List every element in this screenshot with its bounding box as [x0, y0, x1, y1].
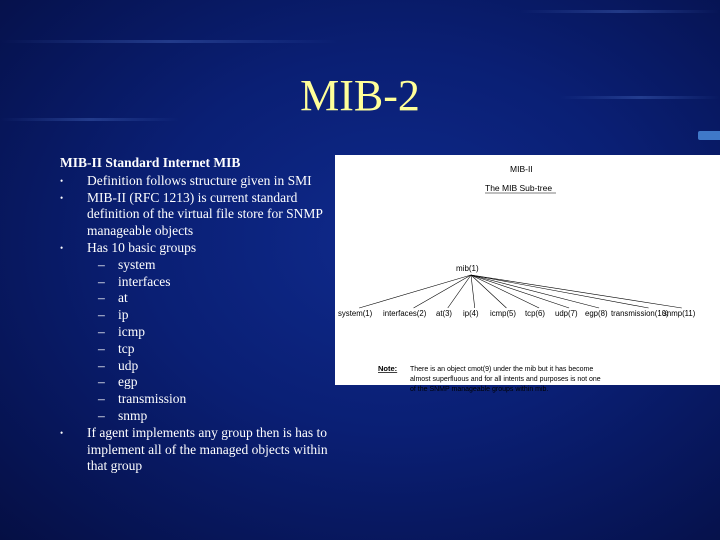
group-item: [60, 290, 345, 307]
tree-leaf-node: system(1): [338, 309, 373, 318]
group-label: transmission: [118, 391, 187, 407]
note-line: There is an object cmot(9) under the mib but it has become: [410, 366, 594, 373]
root-node: mib(1): [456, 264, 479, 273]
dash-icon: –: [98, 323, 105, 339]
diagram-title: MIB-II: [510, 164, 533, 174]
dash-icon: –: [98, 256, 105, 272]
dash-icon: –: [98, 307, 105, 323]
group-label: system: [118, 256, 156, 272]
group-item: [60, 307, 345, 324]
tree-branch-line: [471, 275, 649, 308]
bullet-icon: •: [60, 175, 64, 186]
bullet-text: MIB-II (RFC 1213) is current standard definition of the virtual file store for SNMP manageable objects: [87, 189, 323, 239]
group-item: [60, 324, 345, 341]
tree-branch-line: [471, 275, 539, 308]
tree-leaf-node: udp(7): [555, 309, 578, 318]
tree-leaf-node: transmission(10): [611, 309, 669, 318]
tree-leaf-node: at(3): [436, 309, 453, 318]
bullet-text: Definition follows structure given in SMI: [87, 172, 312, 188]
group-item: [60, 341, 345, 358]
tree-branch-line: [448, 275, 471, 308]
group-list: [60, 257, 345, 425]
section-heading: MIB-II Standard Internet MIB: [60, 155, 241, 170]
background-streak: [0, 40, 340, 43]
group-label: interfaces: [118, 273, 171, 289]
background-streak: [520, 10, 720, 13]
tree-branches: [359, 275, 682, 308]
tree-leaf-node: interfaces(2): [383, 309, 427, 318]
group-label: snmp: [118, 407, 148, 423]
group-label: icmp: [118, 323, 145, 339]
note-label: Note:: [378, 364, 398, 373]
group-label: tcp: [118, 340, 135, 356]
slide-title: MIB-2: [300, 71, 420, 120]
tree-leaf-node: egp(8): [585, 309, 608, 318]
mib-tree-svg: [335, 155, 720, 393]
accent-bar: [698, 131, 720, 140]
group-item: [60, 274, 345, 291]
group-item: [60, 374, 345, 391]
tree-leaf-node: ip(4): [463, 309, 479, 318]
note-line: of the SNMP manageable groups within mib.: [410, 386, 549, 393]
tree-branch-line: [414, 275, 471, 308]
group-label: udp: [118, 357, 139, 373]
group-item: [60, 358, 345, 375]
tree-leaf-node: icmp(5): [490, 309, 516, 318]
bullet-item: [60, 190, 345, 240]
group-item: [60, 257, 345, 274]
tree-leaf-node: tcp(6): [525, 309, 545, 318]
tree-branch-line: [471, 275, 569, 308]
tree-leaf-node: snmp(11): [663, 309, 696, 318]
slide-body: [60, 155, 345, 475]
group-label: egp: [118, 374, 138, 390]
bullet-icon: •: [60, 192, 64, 203]
dash-icon: –: [98, 374, 105, 390]
note-line: almost superfluous and for all intents and purposes is not one: [410, 376, 601, 383]
bullet-text: If agent implements any group then is has to implement all of the managed objects within that group: [87, 424, 328, 474]
dash-icon: –: [98, 340, 105, 356]
bullet-item: [60, 173, 345, 190]
group-label: ip: [118, 307, 129, 323]
tree-branch-line: [471, 275, 599, 308]
group-item: [60, 408, 345, 425]
tree-branch-line: [359, 275, 471, 308]
dash-icon: –: [98, 290, 105, 306]
dash-icon: –: [98, 391, 105, 407]
bullet-text: Has 10 basic groups: [87, 239, 197, 255]
tree-leaves: [338, 309, 696, 318]
dash-icon: –: [98, 407, 105, 423]
bullet-icon: •: [60, 427, 64, 438]
tree-branch-line: [471, 275, 682, 308]
bullet-icon: •: [60, 242, 64, 253]
bullet-item: [60, 240, 345, 257]
mib-subtree-diagram: [335, 155, 720, 393]
dash-icon: –: [98, 273, 105, 289]
bullet-item: [60, 425, 345, 475]
group-label: at: [118, 290, 128, 306]
dash-icon: –: [98, 357, 105, 373]
tree-branch-line: [471, 275, 475, 308]
diagram-subtitle: The MIB Sub-tree: [485, 183, 553, 193]
group-item: [60, 391, 345, 408]
